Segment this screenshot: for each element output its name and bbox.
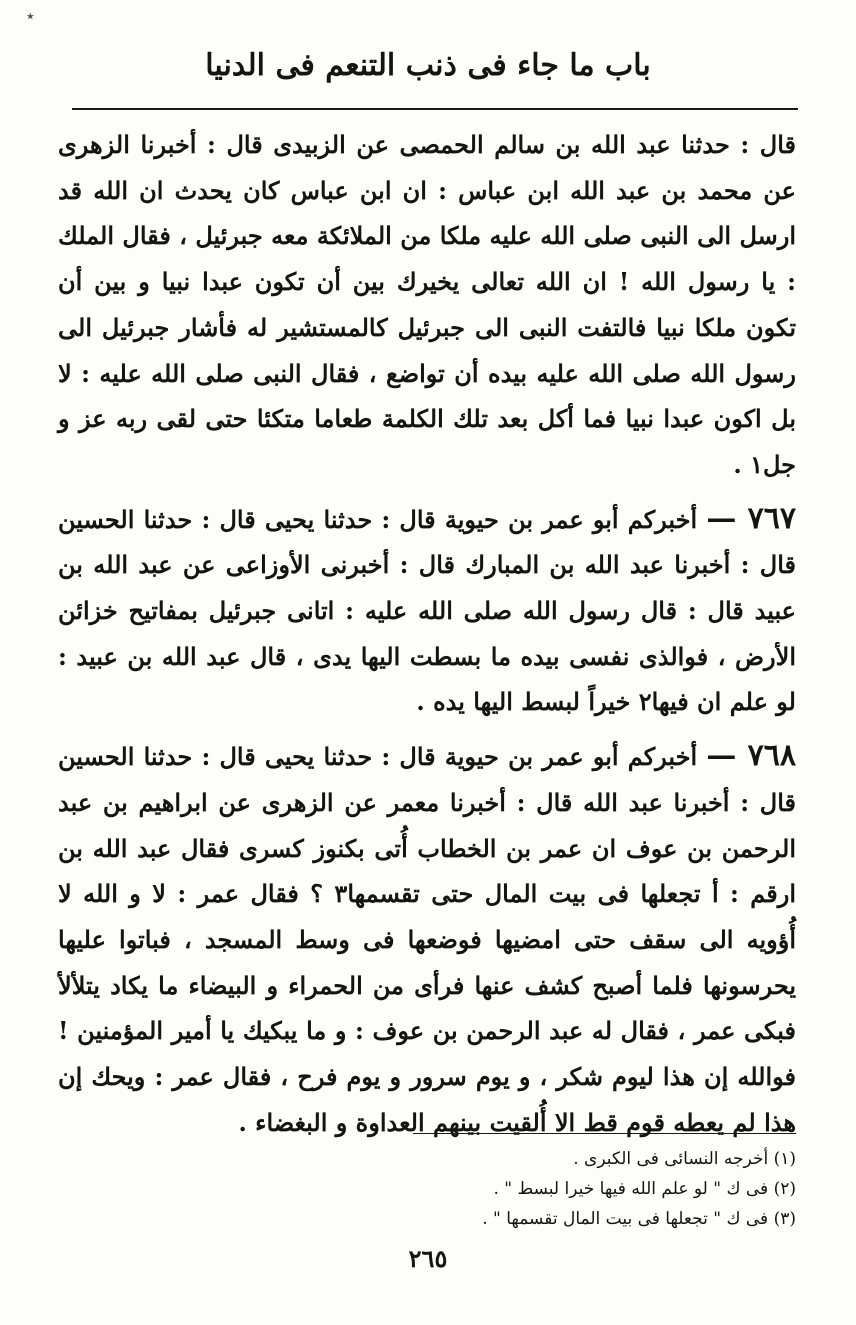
paragraph-text: أخبركم أبو عمر بن حيوية قال : حدثنا يحيى قال : حدثنا الحسين قال : أخبرنا عبد الله بن المبارك قال : أخبرنى الأوزاعى عن عبد الله بن عبيد قال : قال رسول الله صلى الله عليه : اتانى جبرئيل بمفاتيح خزائن الأرض ، فوالذى نفسى بيده ما بسطت اليها يدى ، قال عبد الله بن عبيد : لو علم ان فيها٢ خيراً لبسط اليها يده . <box>58 504 797 717</box>
paragraph-text: أخبركم أبو عمر بن حيوية قال : حدثنا يحيى قال : حدثنا الحسين قال : أخبرنا عبد الله قال : أخبرنا معمر عن الزهرى عن ابراهيم بن عبد الرحمن بن عوف ان عمر بن الخطاب أُتى بكنوز كسرى فقال عبد الله بن ارقم : أ تجعلها فى بيت المال حتى تقسمها٣ ؟ فقال عمر : لا و الله لا أُؤويه الى سقف حتى امضيها فوضعها فى وسط المسجد ، فباتوا عليها يحرسونها فلما أصبح كشف عنها فرأى من الحمراء و البيضاء ما يكاد يتلألأ فبكى عمر ، فقال له عبد الرحمن بن عوف : و ما يبكيك يا أمير المؤمنين ! فوالله إن هذا ليوم شكر ، و يوم سرور و يوم فرح ، فقال عمر : ويحك إن هذا لم يعطه قوم قط الا أُلقيت بينهم العداوة و البغضاء . <box>58 742 797 1137</box>
footnote: (٣) فى ك " تجعلها فى بيت المال تقسمها " . <box>482 1209 796 1229</box>
page-header-title: باب ما جاء فى ذنب التنعم فى الدنيا <box>205 48 651 83</box>
footnotes <box>400 1144 796 1234</box>
main-text <box>58 122 796 1145</box>
page-number: ٢٦٥ <box>408 1244 448 1273</box>
footnote-divider <box>413 1133 796 1134</box>
footnote: (٢) فى ك " لو علم الله فيها خيرا لبسط " . <box>493 1179 796 1199</box>
header-divider <box>72 108 798 110</box>
corner-mark: ٭ <box>26 6 35 25</box>
footnote: (١) أخرجه النسائى فى الكبرى . <box>573 1149 796 1169</box>
hadith-number: ٧٦٧ — <box>706 500 797 536</box>
hadith-paragraph <box>58 733 796 1145</box>
paragraph <box>58 122 796 488</box>
hadith-number: ٧٦٨ — <box>706 738 797 774</box>
paragraph-text: قال : حدثنا عبد الله بن سالم الحمصى عن الزبيدى قال : أخبرنا الزهرى عن محمد بن عبد الله ابن عباس : ان ابن عباس كان يحدث ان الله قد ارسل الى النبى صلى الله عليه ملكا من الملائكة معه جبرئيل ، فقال الملك : يا رسول الله ! ان الله تعالى يخيرك بين أن تكون عبدا نبيا و بين أن تكون ملكا نبيا فالتفت النبى الى جبرئيل كالمستشير له فأشار جبرئيل الى رسول الله صلى الله عليه بيده أن تواضع ، فقال النبى صلى الله عليه : لا بل اكون عبدا نبيا فما أكل بعد تلك الكلمة طعاما متكئا حتى لقى ربه عز و جل١ . <box>58 130 797 479</box>
hadith-paragraph <box>58 496 796 726</box>
